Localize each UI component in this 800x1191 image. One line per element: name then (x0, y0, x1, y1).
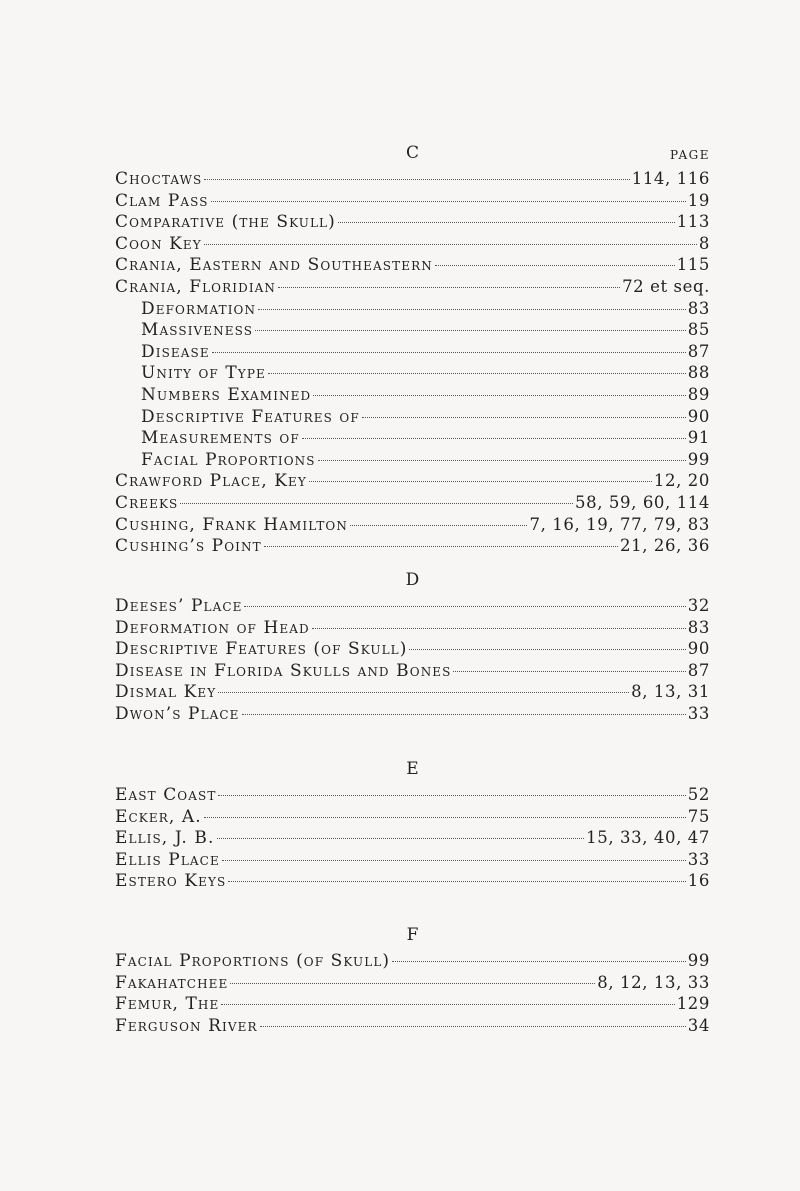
dot-leader (312, 628, 686, 629)
entry-pages: 8 (698, 233, 710, 253)
entry-pages: 90 (687, 639, 710, 659)
entry-term: Ellis, J. B. (115, 828, 215, 849)
section-letter-text: C (405, 143, 419, 163)
entry-term: Crania, Floridian (115, 276, 277, 297)
index-section-f (115, 925, 710, 1037)
dot-leader (260, 1026, 686, 1027)
entry-term: Fakahatchee (115, 972, 229, 993)
index-entry (115, 807, 710, 829)
entry-term: Choctaws (115, 169, 203, 189)
dot-leader (338, 222, 675, 223)
entry-term: Ferguson River (115, 1015, 258, 1036)
dot-leader (230, 983, 595, 984)
entry-pages: 21, 26, 36 (620, 536, 710, 556)
entry-term: Coon Key (115, 233, 202, 254)
index-entry (115, 536, 710, 558)
dot-leader (242, 714, 686, 715)
index-entry (115, 871, 710, 893)
entry-term: Estero Keys (115, 871, 227, 892)
index-entry (115, 973, 710, 995)
entry-term: Disease in Florida Skulls and Bones (115, 660, 452, 681)
entry-pages: 85 (687, 320, 710, 340)
dot-leader (264, 546, 618, 547)
entry-pages: 90 (687, 406, 710, 426)
entry-pages: 15, 33, 40, 47 (586, 828, 710, 848)
dot-leader (278, 287, 620, 288)
index-entry (115, 828, 710, 850)
index-entry (115, 320, 710, 342)
page-column-label: PAGE (670, 148, 710, 162)
index-entry (115, 618, 710, 640)
index-entry (115, 450, 710, 472)
index-entry (115, 363, 710, 385)
index-entry (115, 493, 710, 515)
entry-term: Clam Pass (115, 190, 209, 211)
entry-pages: 8, 13, 31 (631, 682, 710, 702)
entry-term: Descriptive Features (of Skull) (115, 639, 408, 660)
entry-term: Deformation (141, 298, 257, 319)
entry-list (115, 169, 710, 558)
entry-term: Facial Proportions (141, 449, 316, 470)
index-section-c (115, 143, 710, 558)
entry-term: Unity of Type (141, 363, 266, 384)
dot-leader (302, 438, 686, 439)
index-entry (115, 212, 710, 234)
dot-leader (204, 817, 686, 818)
index-entry (115, 850, 710, 872)
entry-pages: 32 (687, 596, 710, 615)
entry-term: Dismal Key (115, 682, 217, 703)
dot-leader (435, 265, 675, 266)
entry-term: Dwon’s Place (115, 703, 240, 724)
dot-leader (218, 692, 629, 693)
section-letter-text: D (405, 570, 420, 590)
dot-leader (204, 179, 629, 180)
entry-pages: 99 (687, 951, 710, 970)
entry-pages: 7, 16, 19, 77, 79, 83 (529, 514, 710, 534)
section-letter (115, 143, 710, 163)
dot-leader (313, 395, 686, 396)
entry-pages: 115 (676, 255, 710, 275)
entry-pages: 129 (676, 994, 710, 1014)
dot-leader (204, 244, 697, 245)
entry-pages: 87 (687, 660, 710, 680)
entry-pages: 19 (687, 190, 710, 210)
dot-leader (228, 881, 685, 882)
index-entry (115, 515, 710, 537)
dot-leader (221, 1004, 674, 1005)
entry-pages: 88 (687, 363, 710, 383)
entry-term: Massiveness (141, 320, 254, 341)
index-section-d (115, 570, 710, 726)
dot-leader (258, 309, 686, 310)
index-entry (115, 704, 710, 726)
dot-leader (255, 330, 686, 331)
entry-term: Cushing, Frank Hamilton (115, 514, 348, 535)
index-entry (115, 169, 710, 191)
section-letter-text: E (406, 759, 419, 779)
dot-leader (309, 481, 652, 482)
entry-pages: 113 (676, 212, 710, 232)
index-entry (115, 342, 710, 364)
dot-leader (244, 606, 685, 607)
section-letter-text: F (406, 925, 419, 945)
dot-leader (212, 352, 686, 353)
entry-list (115, 785, 710, 893)
entry-list (115, 596, 710, 726)
index-entry (115, 299, 710, 321)
index-entry (115, 234, 710, 256)
dot-leader (211, 201, 686, 202)
index-entry (115, 1016, 710, 1038)
entry-pages: 58, 59, 60, 114 (575, 492, 710, 512)
entry-pages: 89 (687, 384, 710, 404)
entry-pages: 83 (687, 617, 710, 637)
index-entry (115, 951, 710, 973)
entry-term: Descriptive Features of (141, 406, 360, 427)
entry-pages: 16 (687, 871, 710, 891)
entry-list (115, 951, 710, 1037)
dot-leader (180, 503, 573, 504)
dot-leader (268, 373, 686, 374)
entry-pages: 12, 20 (653, 471, 710, 491)
index-entry (115, 385, 710, 407)
entry-pages: 34 (687, 1015, 710, 1035)
dot-leader (222, 860, 686, 861)
entry-term: Ellis Place (115, 849, 220, 870)
entry-term: Cushing’s Point (115, 536, 262, 557)
entry-pages: 91 (687, 428, 710, 448)
section-letter (115, 925, 710, 945)
entry-term: Measurements of (141, 428, 300, 449)
index-entry (115, 682, 710, 704)
entry-pages: 8, 12, 13, 33 (597, 972, 710, 992)
entry-term: Creeks (115, 492, 179, 513)
entry-term: Facial Proportions (of Skull) (115, 951, 391, 971)
entry-term: Ecker, A. (115, 806, 202, 827)
index-entry (115, 994, 710, 1016)
entry-term: Femur, The (115, 994, 220, 1015)
index-entry (115, 639, 710, 661)
entry-pages: 52 (687, 785, 710, 804)
entry-pages: 99 (687, 449, 710, 469)
index-section-e (115, 759, 710, 893)
index-entry (115, 428, 710, 450)
section-letter (115, 759, 710, 779)
entry-term: Crawford Place, Key (115, 471, 307, 492)
dot-leader (318, 460, 686, 461)
entry-pages: 75 (687, 806, 710, 826)
index-entry (115, 661, 710, 683)
entry-term: Crania, Eastern and Southeastern (115, 255, 433, 276)
index-entry (115, 785, 710, 807)
entry-term: Numbers Examined (141, 384, 312, 405)
entry-pages: 33 (687, 849, 710, 869)
entry-term: Deeses’ Place (115, 596, 243, 616)
dot-leader (218, 795, 685, 796)
entry-term: Disease (141, 341, 210, 362)
entry-term: East Coast (115, 785, 217, 805)
dot-leader (350, 525, 528, 526)
entry-pages: 33 (687, 703, 710, 723)
entry-pages: 114, 116 (631, 169, 710, 188)
entry-pages: 83 (687, 298, 710, 318)
dot-leader (217, 838, 585, 839)
index-entry (115, 596, 710, 618)
entry-pages: 72 et seq. (622, 276, 710, 296)
index-entry (115, 277, 710, 299)
entry-pages: 87 (687, 341, 710, 361)
entry-term: Deformation of Head (115, 617, 310, 638)
section-letter (115, 570, 710, 590)
dot-leader (409, 649, 685, 650)
index-entry (115, 255, 710, 277)
index-entry (115, 471, 710, 493)
dot-leader (392, 961, 686, 962)
dot-leader (362, 417, 686, 418)
entry-term: Comparative (the Skull) (115, 212, 336, 233)
dot-leader (453, 671, 685, 672)
index-entry (115, 407, 710, 429)
index-entry (115, 191, 710, 213)
